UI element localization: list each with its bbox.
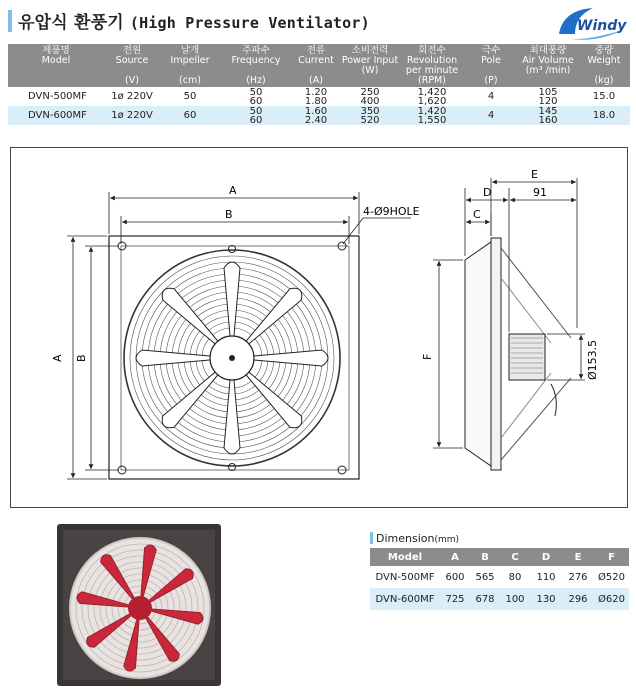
spec-table [8, 44, 630, 125]
side-view [465, 238, 571, 470]
spec-model: DVN-500MF [28, 91, 87, 102]
dimension-cell: 276 [568, 571, 588, 583]
dim-a-side: A [51, 354, 64, 362]
spec-model: DVN-600MF [8, 106, 104, 125]
spec-col-impeller: 날개 Impeller (cm) [160, 44, 220, 87]
dim-d: D [483, 186, 492, 199]
spec-frequency: 50 60 [249, 86, 263, 107]
spec-col-pole: 극수 Pole (P) [464, 44, 518, 87]
dimension-cell: 600 [445, 571, 465, 583]
title-accent-bar [8, 10, 12, 32]
spec-col-model: 제품명 Model [8, 44, 104, 87]
spec-weight: 15.0 [592, 91, 616, 102]
brand-name: Windy [577, 18, 627, 34]
spec-rpm: 1,420 1,550 [400, 106, 464, 125]
spec-col-air: 최대풍량 Air Volume (m³ /min) [518, 44, 578, 87]
dim-b-side: B [75, 354, 88, 362]
spec-current: 1.20 1.80 [304, 86, 328, 107]
dimension-header: A [440, 548, 470, 566]
hub-center [229, 355, 235, 361]
dim-shaft: Ø153.5 [586, 339, 599, 380]
mount-hole-icon [229, 464, 236, 471]
dim-f: F [421, 353, 434, 360]
dimension-cell: 130 [530, 588, 562, 610]
side-dimension-lines [433, 178, 585, 448]
dimension-header: Model [370, 548, 440, 566]
spec-power: 350 520 [340, 106, 400, 125]
dimension-cell: DVN-500MF [375, 571, 435, 583]
dimension-header: F [594, 548, 629, 566]
dimension-cell: 725 [440, 588, 470, 610]
spec-source: 1ø 220V [104, 106, 160, 125]
technical-drawing [10, 147, 628, 508]
dim-e: E [531, 168, 538, 181]
photo-hub [128, 596, 152, 620]
dimension-cell: Ø520 [598, 571, 625, 583]
title-korean: 유압식 환풍기 [18, 13, 124, 33]
spec-impeller: 60 [160, 106, 220, 125]
side-shroud [465, 242, 491, 466]
dimension-row [370, 588, 629, 610]
front-view [109, 236, 359, 479]
dimension-cell: 296 [562, 588, 594, 610]
spec-air: 105 120 [538, 86, 558, 107]
dimension-title: Dimension(mm) [370, 532, 459, 545]
spec-frequency: 50 60 [220, 106, 292, 125]
spec-col-rpm: 회전수 Revolution per minute (RPM) [400, 44, 464, 87]
windy-logo [553, 4, 633, 44]
dimension-cell: 110 [536, 571, 556, 583]
page-title [18, 8, 370, 33]
spec-pole: 4 [487, 91, 495, 102]
spec-row [8, 87, 630, 106]
dimension-cell: 100 [500, 588, 530, 610]
spec-header-row [8, 44, 630, 87]
spec-rpm: 1,420 1,620 [417, 86, 447, 107]
spec-col-source: 전원 Source (V) [104, 44, 160, 87]
dimension-accent-bar [370, 532, 373, 544]
dimension-cell: 565 [475, 571, 495, 583]
dimension-header-row [370, 548, 629, 566]
title-english: (High Pressure Ventilator) [129, 14, 370, 32]
dimension-header: D [530, 548, 562, 566]
spec-col-power: 소비전력 Power Input (W) [340, 44, 400, 87]
drawing-svg [11, 148, 629, 509]
spec-source: 1ø 220V [111, 91, 153, 102]
dimension-row [370, 566, 629, 588]
mount-hole-icon [229, 246, 236, 253]
dim-c: C [473, 208, 481, 221]
dimension-cell: DVN-600MF [370, 588, 440, 610]
product-photo [55, 520, 225, 690]
dimension-cell: Ø620 [594, 588, 629, 610]
spec-air: 145 160 [518, 106, 578, 125]
dimension-header: B [470, 548, 500, 566]
spec-row [8, 106, 630, 125]
dimension-table [370, 548, 629, 610]
spec-impeller: 50 [183, 91, 197, 102]
spec-col-weight: 중량 Weight (kg) [578, 44, 630, 87]
dim-a-top: A [229, 184, 237, 197]
spec-col-current: 전류 Current (A) [292, 44, 340, 87]
side-frame [491, 238, 501, 470]
spec-pole: 4 [464, 106, 518, 125]
dimension-cell: 678 [470, 588, 500, 610]
spec-col-frequency: 주파수 Frequency (Hz) [220, 44, 292, 87]
spec-power: 250 400 [360, 86, 380, 107]
spec-current: 1.60 2.40 [292, 106, 340, 125]
dimension-cell: 80 [508, 571, 522, 583]
dim-b-top: B [225, 208, 233, 221]
spec-weight: 18.0 [578, 106, 630, 125]
dim-91: 91 [533, 186, 547, 199]
hole-label: 4-Ø9HOLE [363, 205, 420, 218]
dimension-header: E [562, 548, 594, 566]
dimension-header: C [500, 548, 530, 566]
